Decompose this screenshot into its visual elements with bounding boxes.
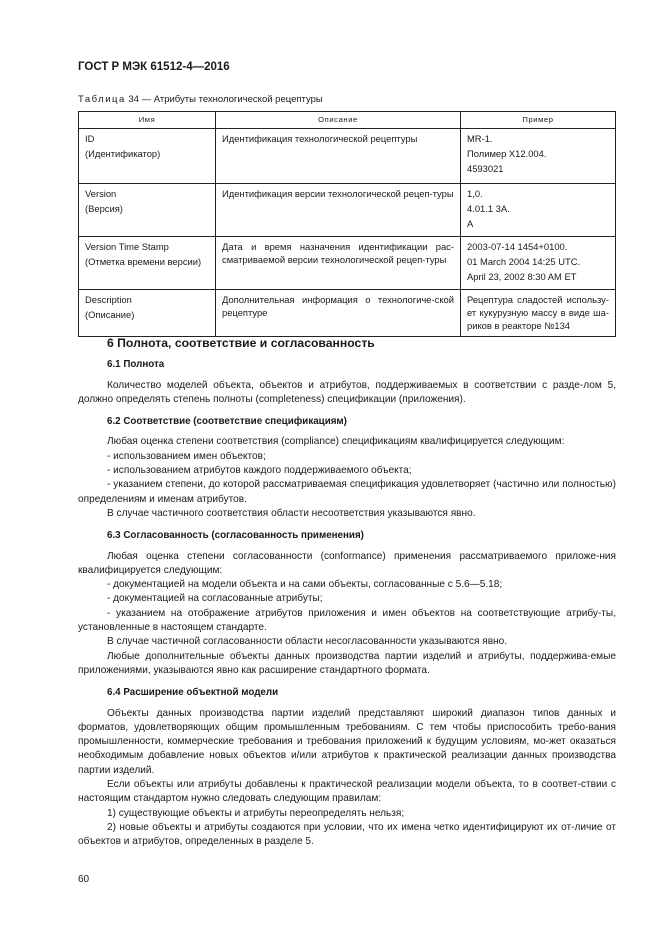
cell-name-line: Version: [85, 188, 117, 199]
paragraph: В случае частичного соответствия области несоответствия указываются явно.: [107, 507, 476, 519]
paragraph: В случае частичной согласованности области несогласованности указываются явно.: [107, 636, 508, 648]
paragraph: Объекты данных производства партии изделий представляют широкий диапазон типов данных и форматов, удовлетворяющих общим промышленным требованиям. С тем чтобы приспособить требо-вания промышленности, коммерческие требования и требования приложений к будущим условиям, мо-жет оказаться необходимым добавление новых объектов и/или атрибутов к практической реализации данных производства партии изделий.: [78, 707, 616, 776]
cell-example: Рецептура сладостей использу-ет кукурузную массу в виде ша-риков в реакторе №134: [461, 290, 616, 337]
list-item: - использованием имен объектов;: [107, 450, 266, 462]
recipe-attributes-table: [78, 111, 616, 337]
list-item: - указанием степени, до которой рассматриваемая спецификация удовлетворяет (частично или полностью) определениям и именам атрибутов.: [78, 479, 616, 505]
cell-name-line: ID: [85, 133, 95, 144]
paragraph: Любая оценка степени согласованности (conformance) применения рассматриваемого приложе-ния квалифицируется следующим:: [78, 550, 616, 576]
list-item: - документацией на модели объекта и на сами объекты, согласованные с 5.6—5.18;: [107, 579, 503, 591]
subsection-title: 6.2 Соответствие (соответствие спецификациям): [107, 416, 347, 428]
cell-description: Идентификация технологической рецептуры: [216, 129, 461, 184]
cell-example-line: A: [467, 218, 474, 229]
table-caption-prefix: Таблица: [78, 94, 126, 105]
cell-name: [79, 290, 216, 337]
cell-example-line: 2003-07-14 1454+0100.: [467, 241, 568, 252]
table-caption: [78, 94, 323, 105]
cell-example: [461, 184, 616, 237]
paragraph: Любая оценка степени соответствия (compliance) спецификациям квалифицируется следующим:: [107, 436, 565, 448]
cell-name: [79, 184, 216, 237]
paragraph: Если объекты или атрибуты добавлены к практической реализации модели объекта, то в соответ-ствии с настоящим стандартом нужно следовать следующим правилам:: [78, 779, 616, 805]
column-header-example: Пример: [461, 112, 616, 129]
cell-name-line: (Версия): [85, 203, 123, 214]
cell-description: Дополнительная информация о технологиче-ской рецептуре: [216, 290, 461, 337]
section-6: [78, 336, 616, 850]
list-item: - документацией на согласованные атрибуты;: [107, 593, 323, 605]
cell-example-line: 01 March 2004 14:25 UTC.: [467, 256, 581, 267]
paragraph: Любые дополнительные объекты данных производства партии изделий и атрибуты, поддержива-емые приложениями, указываются явно как расширение стандартного формата.: [78, 650, 616, 676]
cell-description: Дата и время назначения идентификации рас-сматриваемой версии технологической рецеп-туры: [216, 237, 461, 290]
subsection-title: 6.1 Полнота: [107, 359, 165, 371]
cell-example-line: 4593021: [467, 163, 504, 174]
table-row: [79, 184, 616, 237]
cell-description: Идентификация версии технологической рецеп-туры: [216, 184, 461, 237]
cell-name-line: (Отметка времени версии): [85, 256, 202, 267]
column-header-name: Имя: [79, 112, 216, 129]
table-header-row: [79, 112, 616, 129]
cell-name-line: (Описание): [85, 309, 135, 320]
table-row: [79, 237, 616, 290]
cell-name: [79, 129, 216, 184]
cell-example-line: Полимер X12.004.: [467, 148, 547, 159]
table-row: [79, 129, 616, 184]
cell-example-line: 1,0.: [467, 188, 483, 199]
document-header: ГОСТ Р МЭК 61512-4—2016: [78, 61, 230, 73]
cell-example-line: April 23, 2002 8:30 AM ET: [467, 271, 577, 282]
list-item: - использованием атрибутов каждого поддерживаемого объекта;: [107, 465, 412, 477]
cell-example: [461, 129, 616, 184]
cell-name-line: Version Time Stamp: [85, 241, 169, 252]
column-header-description: Описание: [216, 112, 461, 129]
table-caption-text: 34 — Атрибуты технологической рецептуры: [125, 94, 323, 105]
cell-name-line: (Идентификатор): [85, 148, 161, 159]
table-row: [79, 290, 616, 337]
cell-name-line: Description: [85, 294, 132, 305]
cell-example-line: MR-1.: [467, 133, 493, 144]
cell-example: [461, 237, 616, 290]
paragraph: 2) новые объекты и атрибуты создаются при условии, что их имена четко идентифицируют их от-личие от объектов и атрибутов, определенных в разделе 5.: [78, 821, 616, 848]
subsection-title: 6.4 Расширение объектной модели: [107, 687, 279, 699]
cell-name: [79, 237, 216, 290]
cell-example-line: 4.01.1 3A.: [467, 203, 510, 214]
paragraph: 1) существующие объекты и атрибуты переопределять нельзя;: [107, 807, 405, 819]
list-item: - указанием на отображение атрибутов приложения и имен объектов на соответствующие атрибу-ты, установленные в настоящем стандарте.: [78, 607, 616, 634]
subsection-title: 6.3 Согласованность (согласованность применения): [107, 530, 364, 542]
paragraph: Количество моделей объекта, объектов и атрибутов, поддерживаемых в соответствии с разде-лом 5, должно определять степень полноты (completeness) спецификации (приложения).: [78, 379, 616, 405]
section-title: 6 Полнота, соответствие и согласованность: [107, 336, 375, 350]
page-number: 60: [78, 874, 90, 885]
